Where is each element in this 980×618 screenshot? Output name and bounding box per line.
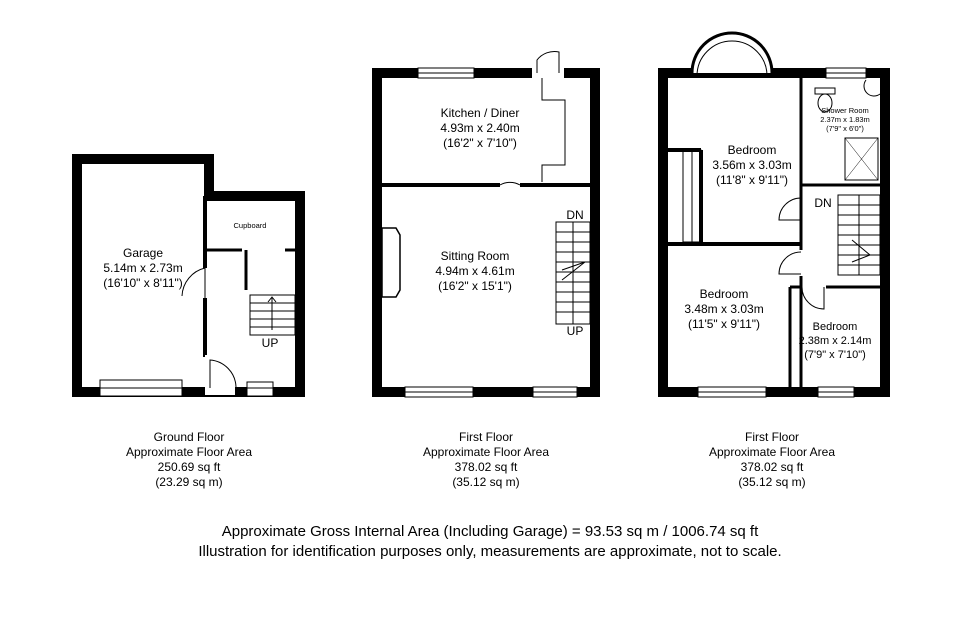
right-stairs: [838, 195, 880, 275]
stairs-up-label: [255, 336, 285, 351]
floor-area-sqft: 378.02 sq ft: [454, 460, 518, 474]
room-metric: 2.37m x 1.83m: [820, 115, 870, 124]
fireplace: [382, 228, 400, 297]
basin: [864, 80, 880, 96]
room-name: Cupboard: [233, 221, 267, 230]
floor-name: First Floor: [459, 430, 513, 444]
room-metric: 4.94m x 4.61m: [435, 264, 515, 278]
floor-area-sqm: (35.12 sq m): [452, 475, 520, 489]
garage-label: [88, 246, 198, 291]
room-name: Bedroom: [812, 321, 858, 333]
bedroom2-door: [779, 252, 801, 274]
cupboard-label: [215, 221, 285, 230]
floor-caption-ground: [89, 430, 289, 490]
floor-area-label: Approximate Floor Area: [708, 445, 836, 459]
floor-area-label: Approximate Floor Area: [422, 445, 550, 459]
kitchen-units: [542, 78, 565, 182]
room-imperial: (16'2" x 15'1"): [438, 279, 512, 293]
room-name: Shower Room: [821, 106, 869, 115]
stairs-down-text: DN: [566, 208, 584, 222]
disclaimer-note: Illustration for identification purposes only, measurements are approximate, not to scale.: [198, 543, 782, 560]
stairs-up-text: UP: [261, 336, 279, 350]
stairs-up-text: UP: [566, 324, 584, 338]
room-imperial: (11'8" x 9'11"): [715, 173, 789, 187]
stairs-up-label: [560, 324, 590, 339]
floor-name: First Floor: [745, 430, 799, 444]
room-metric: 3.48m x 3.03m: [684, 302, 764, 316]
room-name: Sitting Room: [440, 249, 510, 263]
bedroom1-label: [700, 143, 804, 188]
room-name: Garage: [122, 246, 164, 260]
bay-window: [692, 33, 772, 73]
room-metric: 4.93m x 2.40m: [440, 121, 520, 135]
floor-area-label: Approximate Floor Area: [125, 445, 253, 459]
room-imperial: (11'5" x 9'11"): [687, 317, 761, 331]
kitchen-door: [500, 182, 520, 185]
floor-area-sqft: 250.69 sq ft: [157, 460, 221, 474]
floor-area-sqft: 378.02 sq ft: [740, 460, 804, 474]
room-name: Bedroom: [727, 143, 777, 157]
room-metric: 5.14m x 2.73m: [103, 261, 183, 275]
floor-caption-first-middle: [386, 430, 586, 490]
stairs-down-label: [560, 208, 590, 223]
kitchen-label: [425, 106, 535, 151]
bedroom2-label: [668, 287, 780, 332]
bedroom3-label: [790, 320, 880, 362]
room-metric: 3.56m x 3.03m: [712, 158, 792, 172]
first-floor-middle-plan: [377, 52, 595, 397]
room-name: Bedroom: [699, 287, 749, 301]
middle-stairs: [556, 222, 590, 324]
stairs-down-label: [808, 196, 838, 211]
room-name: Kitchen / Diner: [440, 106, 520, 120]
floor-name: Ground Floor: [153, 430, 225, 444]
floor-area-sqm: (23.29 sq m): [155, 475, 223, 489]
room-metric: 2.38m x 2.14m: [798, 335, 872, 347]
ground-window: [247, 382, 273, 396]
floor-caption-first-right: [672, 430, 872, 490]
bedroom3-door: [802, 287, 824, 309]
ground-stairs: [250, 295, 295, 335]
room-imperial: (16'10" x 8'11"): [103, 276, 183, 290]
sitting-room-label: [420, 249, 530, 294]
room-imperial: (7'9" x 7'10"): [804, 349, 866, 361]
bedroom1-door: [779, 198, 801, 220]
floor-area-sqm: (35.12 sq m): [738, 475, 806, 489]
room-imperial: (7'9" x 6'0"): [826, 124, 864, 133]
shower-room-label: [814, 106, 876, 133]
room-imperial: (16'2" x 7'10"): [443, 136, 517, 150]
gross-area-note: Approximate Gross Internal Area (Including Garage) = 93.53 sq m / 1006.74 sq ft: [221, 523, 759, 540]
stairs-down-text: DN: [814, 196, 832, 210]
